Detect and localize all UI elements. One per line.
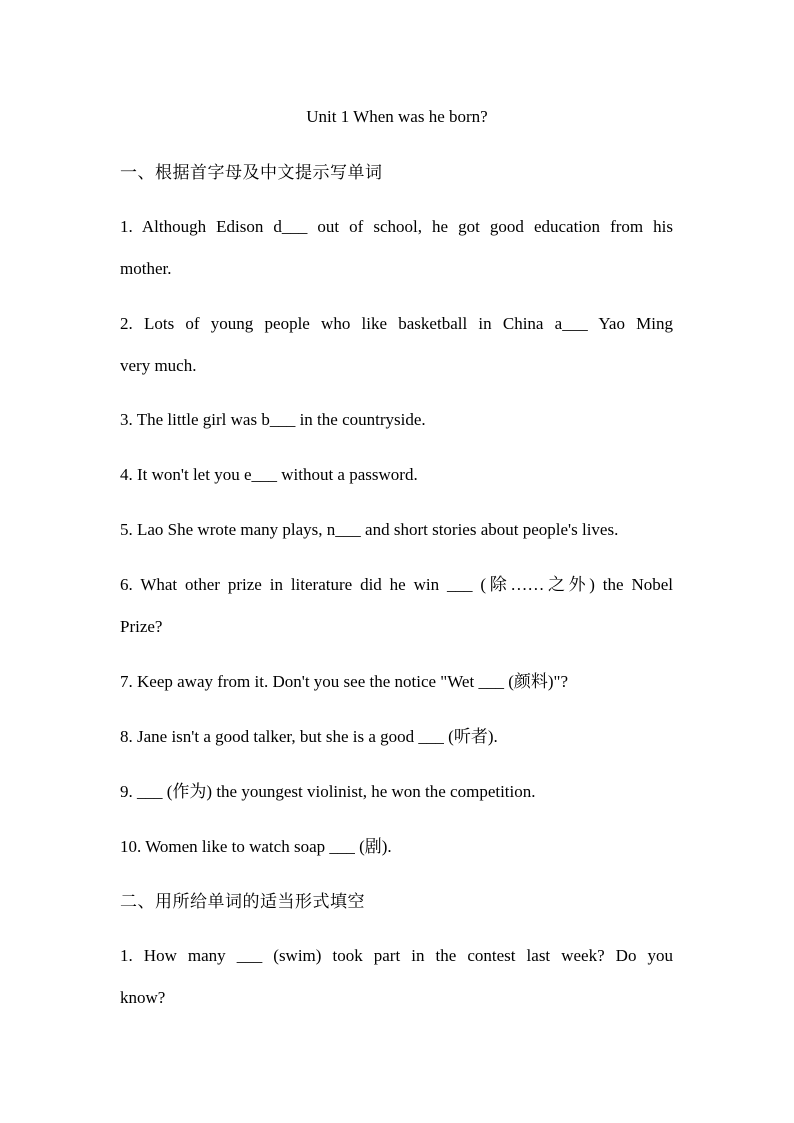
- section-heading-1: 一、根据首字母及中文提示写单词: [120, 163, 383, 182]
- item-line: 1. How many ___ (swim) took part in the contest last week? Do you: [120, 946, 673, 965]
- item-line: very much.: [120, 356, 197, 375]
- item-line: know?: [120, 988, 166, 1007]
- exercise-item: 8. Jane isn't a good talker, but she is a good ___ (听者).: [120, 727, 498, 746]
- item-line: 1. Although Edison d___ out of school, he got good education from his: [120, 217, 673, 236]
- item-line: mother.: [120, 259, 172, 278]
- exercise-item: 5. Lao She wrote many plays, n___ and short stories about people's lives.: [120, 520, 619, 539]
- exercise-item: [120, 564, 673, 648]
- exercise-item: 9. ___ (作为) the youngest violinist, he won the competition.: [120, 782, 536, 801]
- page-title: Unit 1 When was he born?: [306, 107, 488, 126]
- exercise-item: [120, 303, 673, 387]
- item-line: 2. Lots of young people who like basketball in China a___ Yao Ming: [120, 314, 673, 333]
- item-line: Prize?: [120, 617, 163, 636]
- exercise-item: 4. It won't let you e___ without a password.: [120, 465, 418, 484]
- exercise-item: 7. Keep away from it. Don't you see the notice "Wet ___ (颜料)"?: [120, 672, 569, 691]
- section-heading-2: 二、用所给单词的适当形式填空: [120, 892, 365, 911]
- exercise-item: [120, 206, 673, 290]
- exercise-item: 10. Women like to watch soap ___ (剧).: [120, 837, 392, 856]
- exercise-item: 3. The little girl was b___ in the countryside.: [120, 410, 426, 429]
- exercise-item: [120, 935, 673, 1019]
- item-line: 6. What other prize in literature did he win ___ (除……之外) the Nobel: [120, 575, 673, 594]
